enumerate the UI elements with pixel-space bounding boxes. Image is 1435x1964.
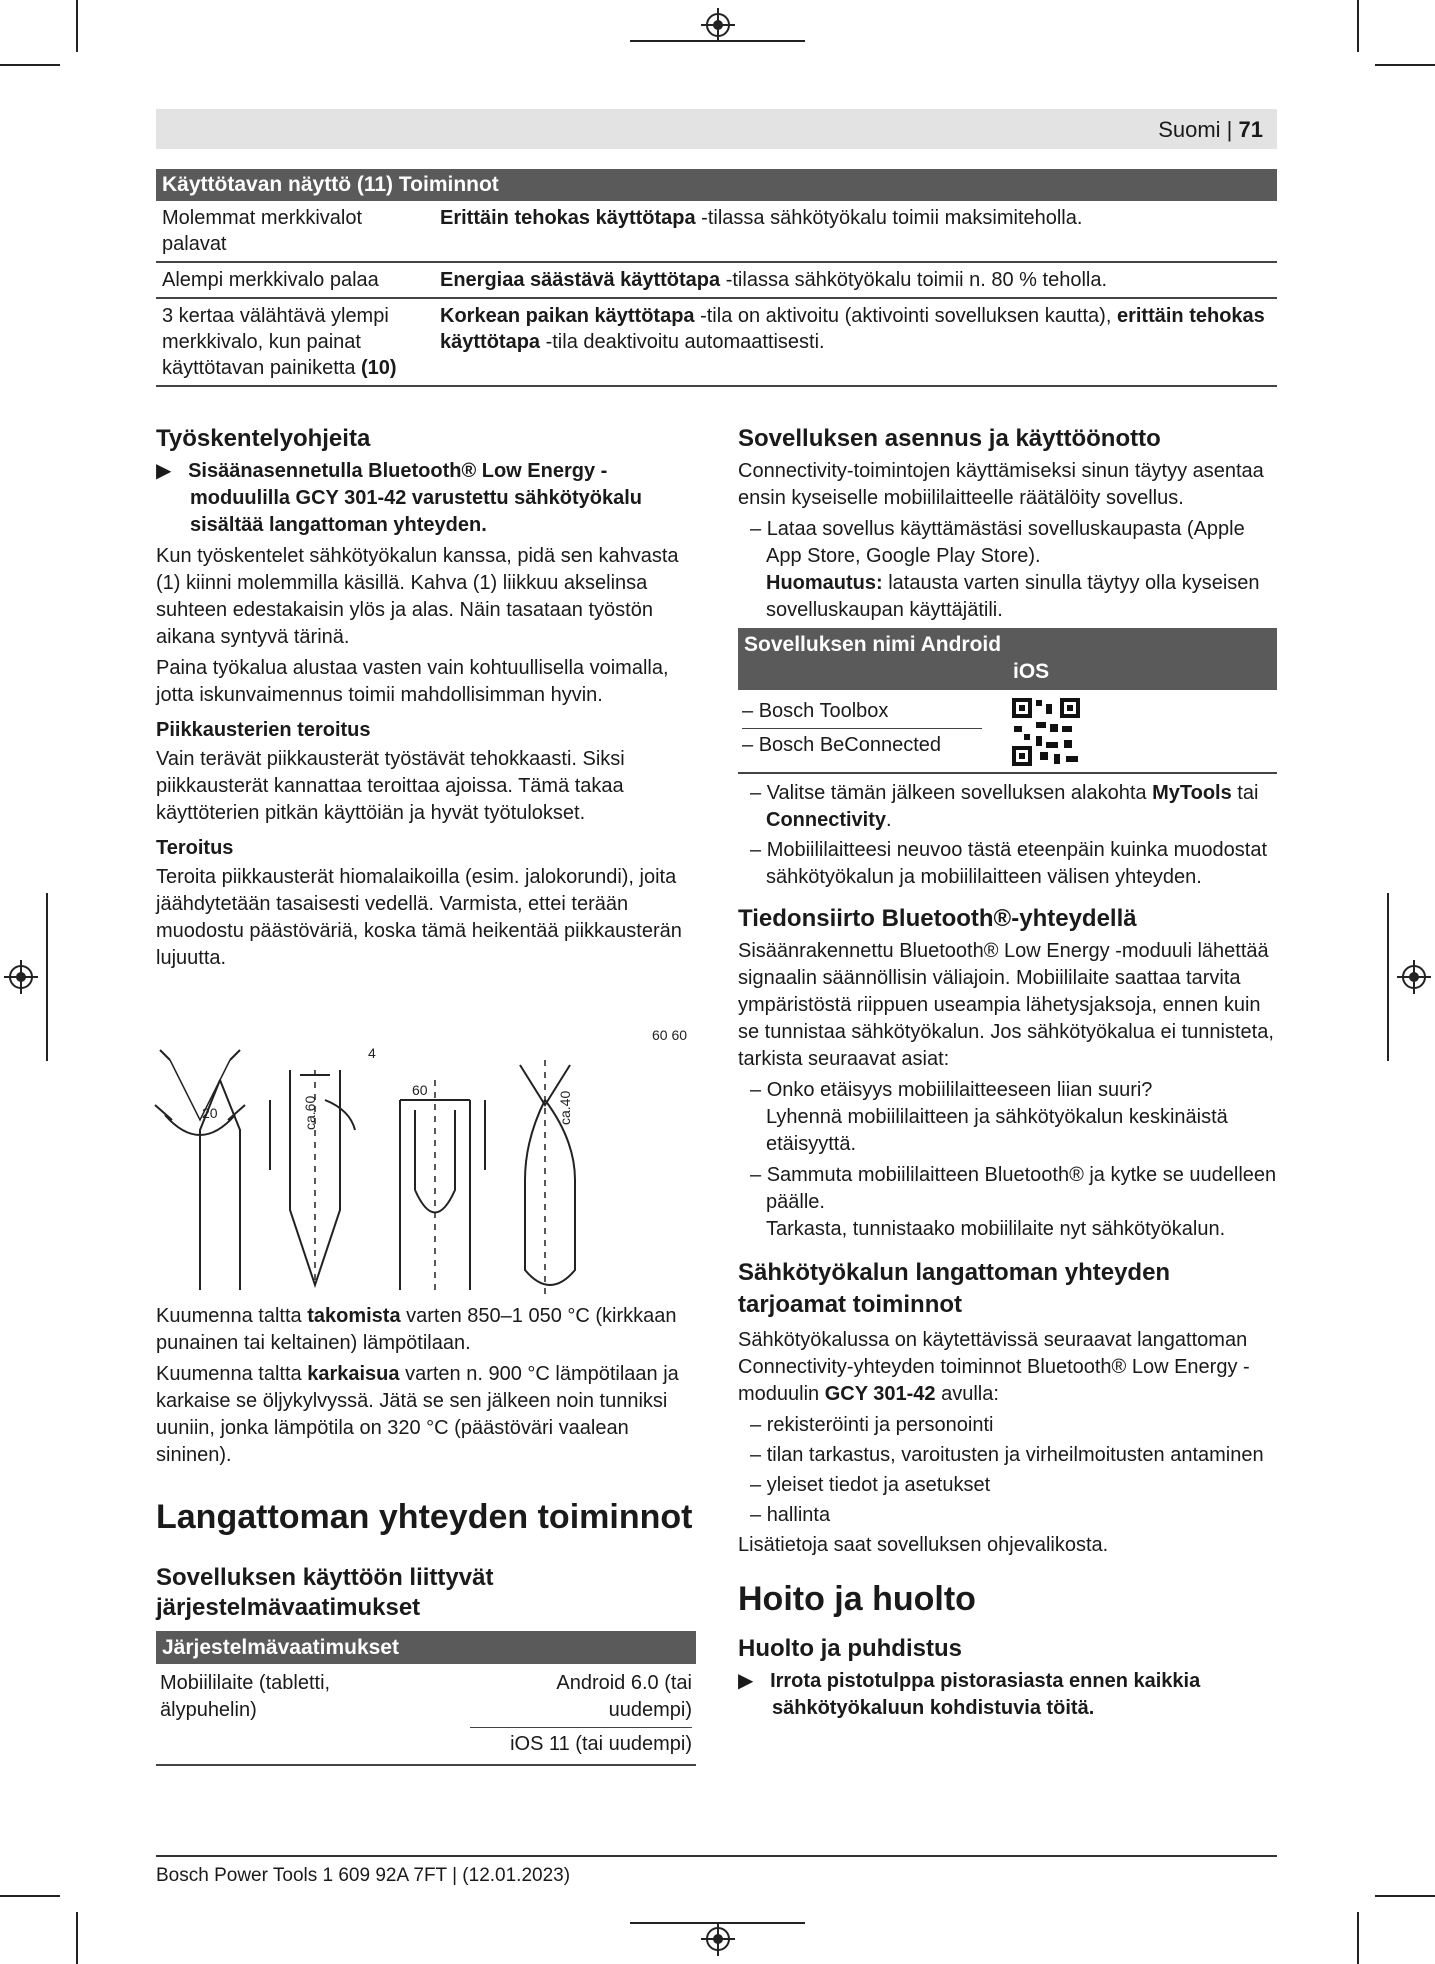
list-item: – Onko etäisyys mobiililaitteeseen liian suuri? [750, 1079, 1153, 1101]
list-item: – tilan tarkastus, varoitusten ja virheilmoitusten antaminen [750, 1444, 1264, 1466]
app-table [738, 628, 1277, 774]
left-column-lower [156, 1303, 696, 1766]
table-cell: Erittäin tehokas käyttötapa -tilassa sähkötyökalu toimii maksimiteholla. [434, 201, 1277, 262]
table-cell: Molemmat merkkivalot palavat [156, 201, 434, 262]
registration-mark-icon [701, 1922, 735, 1956]
list-item-detail: Tarkasta, tunnistaako mobiililaite nyt sähkötyökalun. [766, 1218, 1226, 1240]
figure-label-ca60: ca.60 [302, 1095, 318, 1130]
section-heading: Työskentelyohjeita [156, 425, 371, 452]
page-language: Suomi [1158, 117, 1221, 142]
chisel-sharpening-figure [150, 1020, 695, 1300]
section-heading: Sovelluksen asennus ja käyttöönotto [738, 425, 1161, 452]
warning-note: ▶ Sisäänasennetulla Bluetooth® Low Energy -moduulilla GCY 301-42 varustettu sähkötyökalu sisältää langattoman yhteyden. [156, 460, 642, 536]
page-label: Suomi | 71 [1158, 117, 1263, 142]
operating-mode-table [156, 169, 1277, 387]
paragraph: Sisäänrakennettu Bluetooth® Low Energy -moduuli lähettää signaalin säännöllisin väliajoin. Mobiililaite saattaa tarvita ympäristöstä riippuen useampia lähetysjaksoja, ennen kuin se tunnistaa sähkötyökalun. Jos sähkötyökalua ei tunnisteta, tarkista seuraavat asiat: [738, 940, 1274, 1070]
paragraph: Vain terävät piikkausterät työstävät tehokkaasti. Siksi piikkausterät kannattaa teroittaa ajoissa. Tämä takaa käyttöterien pitkän käyttöiän ja hyvät työtulokset. [156, 748, 625, 824]
warning-note: ▶ Irrota pistotulppa pistorasiasta ennen kaikkia sähkötyökaluun kohdistuvia töitä. [738, 1670, 1201, 1719]
section-heading: Tiedonsiirto Bluetooth®-yhteydellä [738, 905, 1137, 932]
crop-mark [76, 0, 78, 52]
table-cell: Korkean paikan käyttötapa -tila on aktivoitu (aktivointi sovelluksen kautta), erittäin tehokas käyttötapa -tila deaktivoitu automaattisesti. [434, 298, 1277, 386]
list-item: – Sammuta mobiililaitteen Bluetooth® ja kytke se uudelleen päälle. [750, 1164, 1277, 1213]
figure-label-20: 20 [202, 1105, 218, 1121]
note: Huomautus: latausta varten sinulla täytyy olla kyseisen sovelluskaupan käyttäjätili. [766, 572, 1260, 621]
table-cell: Mobiililaite (tabletti, älypuhelin) [160, 1672, 331, 1721]
crop-mark [0, 1895, 60, 1897]
table-header: Sovelluksen nimi Android iOS [738, 628, 1277, 690]
table-row [156, 1664, 696, 1766]
qr-code-icon [1010, 696, 1082, 768]
table-cell: Alempi merkkivalo palaa [156, 262, 434, 298]
figure-label-6060: 60 60 [652, 1027, 688, 1043]
paragraph: Kuumenna taltta takomista varten 850–1 050 °C (kirkkaan punainen tai keltainen) lämpötilaan. [156, 1305, 677, 1354]
left-column [156, 425, 696, 976]
page-header [156, 109, 1277, 149]
table-row [156, 298, 1277, 386]
ios-header: iOS [1013, 660, 1050, 683]
section-heading: Huolto ja puhdistus [738, 1635, 962, 1662]
list-item: – Valitse tämän jälkeen sovelluksen alakohta MyTools tai Connectivity. [750, 782, 1259, 831]
crop-mark [1357, 1912, 1359, 1964]
section-heading: Sähkötyökalun langattoman yhteyden tarjoamat toiminnot [738, 1259, 1171, 1318]
registration-mark-icon [1397, 960, 1431, 994]
paragraph: Kuumenna taltta karkaisua varten n. 900 °C lämpötilaan ja karkaise se öljykylvyssä. Jätä se sen jälkeen noin tunniksi uuniin, jonka lämpötila on 320 °C (päästöväri vaalean sininen). [156, 1363, 679, 1466]
paragraph: Paina työkalua alustaa vasten vain kohtuullisella voimalla, jotta iskunvaimennus toimii mahdollisimman hyvin. [156, 657, 669, 706]
subheading: Piikkausterien teroitus [156, 719, 371, 741]
right-column [738, 425, 1277, 1726]
crop-mark [76, 1912, 78, 1964]
list-item: – yleiset tiedot ja asetukset [750, 1474, 991, 1496]
table-cell: – Bosch BeConnected [742, 734, 942, 756]
section-heading: Sovelluksen käyttöön liittyvät järjestelmävaatimukset [156, 1564, 494, 1621]
paragraph: Connectivity-toimintojen käyttämiseksi sinun täytyy asentaa ensin kyseiselle mobiililaitteelle räätälöity sovellus. [738, 460, 1264, 509]
figure-label-ca40: ca.40 [557, 1090, 573, 1125]
table-row [156, 201, 1277, 262]
table-header: Käyttötavan näyttö (11) Toiminnot [156, 169, 1277, 201]
subheading: Teroitus [156, 837, 234, 859]
registration-mark-icon [4, 960, 38, 994]
figure-label-4: 4 [368, 1045, 376, 1061]
figure-label-60: 60 [412, 1082, 428, 1098]
paragraph: Kun työskentelet sähkötyökalun kanssa, pidä sen kahvasta (1) kiinni molemmilla käsillä. Kahva (1) liikkuu akselinsa suhteen edestakaisin ylös ja alas. Näin tasataan työstön aikana syntyvä tärinä. [156, 545, 679, 648]
table-cell: Android 6.0 (tai uudempi) [470, 1670, 692, 1728]
table-cell: Energiaa säästävä käyttötapa -tilassa sähkötyökalu toimii n. 80 % teholla. [434, 262, 1277, 298]
table-row [156, 262, 1277, 298]
list-item: – hallinta [750, 1504, 831, 1526]
table-cell-line [742, 728, 982, 729]
crop-mark [0, 64, 60, 66]
list-item: – Lataa sovellus käyttämästäsi sovelluskaupasta (Apple App Store, Google Play Store). [750, 518, 1245, 567]
table-cell: iOS 11 (tai uudempi) [510, 1733, 692, 1755]
crop-mark [1375, 1895, 1435, 1897]
crop-mark [1357, 0, 1359, 52]
requirements-table [156, 1631, 696, 1766]
table-cell: 3 kertaa välähtävä ylempi merkkivalo, kun painat käyttötavan painiketta (10) [156, 298, 434, 386]
paragraph: Lisätietoja saat sovelluksen ohjevalikosta. [738, 1534, 1109, 1556]
paragraph: Sähkötyökalussa on käytettävissä seuraavat langattoman Connectivity-yhteyden toiminnot Bluetooth® Low Energy -moduulin GCY 301-42 avulla: [738, 1329, 1250, 1405]
paragraph: Teroita piikkausterät hiomalaikoilla (esim. jalokorundi), joita jäähdytetään tasaisesti vedellä. Varmista, ettei terään muodostu päästöväriä, koska tämä heikentää piikkausterän lujuutta. [156, 866, 682, 969]
table-header: Järjestelmävaatimukset [156, 1631, 696, 1664]
crop-mark [46, 893, 48, 1061]
list-item: – Mobiililaitteesi neuvoo tästä eteenpäin kuinka muodostat sähkötyökalun ja mobiililaitteen välisen yhteyden. [750, 839, 1267, 888]
crop-mark [1387, 893, 1389, 1061]
list-item: – rekisteröinti ja personointi [750, 1414, 994, 1436]
registration-mark-icon [701, 8, 735, 42]
page-footer: Bosch Power Tools 1 609 92A 7FT | (12.01.2023) [156, 1855, 1277, 1887]
page-number: 71 [1238, 117, 1263, 142]
chapter-heading: Langattoman yhteyden toiminnot [156, 1498, 693, 1536]
table-cell: – Bosch Toolbox [742, 700, 889, 722]
crop-mark [1375, 64, 1435, 66]
list-item-detail: Lyhennä mobiililaitteen ja sähkötyökalun keskinäistä etäisyyttä. [766, 1106, 1228, 1155]
chapter-heading: Hoito ja huolto [738, 1580, 976, 1618]
table-row [738, 690, 1277, 774]
